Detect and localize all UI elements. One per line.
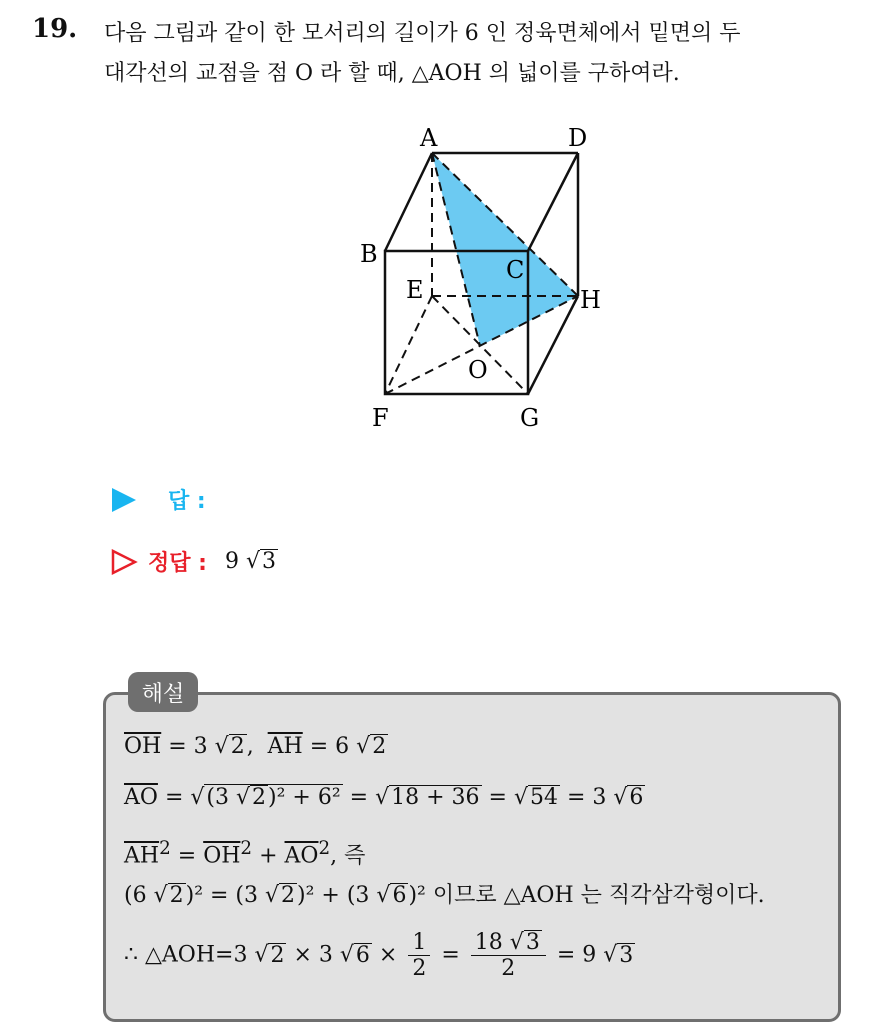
problem-line-1: 다음 그림과 같이 한 모서리의 길이가 6 인 정육면체에서 밑면의 두 — [104, 21, 741, 46]
cube-figure — [340, 118, 620, 438]
correct-answer-value: 9 √3 — [224, 549, 276, 574]
fraction-18root3-over-2: $\frac{18 √3}{2}$ — [471, 930, 546, 981]
label-h: H — [580, 286, 601, 314]
edge-ef — [385, 296, 432, 394]
problem-line-2: 대각선의 교점을 점 O 라 할 때, △AOH 의 넓이를 구하여라. — [104, 61, 680, 86]
label-e: E — [406, 276, 424, 304]
play-triangle-icon — [110, 487, 138, 513]
label-b: B — [360, 240, 378, 268]
label-a: A — [420, 124, 438, 152]
answer-row — [110, 484, 206, 515]
explanation-eq-2: $\overline{AO} = √(3$ √2)² + 6² = √18 + 36 = √54 = 3 √6 — [124, 785, 644, 810]
problem-number: 19. — [32, 14, 78, 44]
correct-answer-label: 정답 : — [148, 551, 207, 576]
edge-ab — [385, 153, 432, 251]
explanation-eq-5: ∴ △AOH=3 √2 × 3 √6 × $\frac{1}{2}$ = $\frac{18 √3}{2}$ = 9 √3 — [124, 930, 634, 981]
fraction-half: $\frac{1}{2}$ — [408, 930, 430, 981]
explanation-eq-3: $\overline{AH}^2 = \overline{OH}^2 + \overline{AO}^2$, 즉 — [124, 838, 366, 869]
explanation-eq-4: (6 √2)² = (3 √2)² + (3 √6)² 이므로 △AOH 는 직각삼각형이다. — [124, 883, 765, 908]
label-c: C — [506, 256, 525, 284]
label-g: G — [520, 404, 540, 432]
answer-label: 답 : — [168, 489, 206, 514]
label-d: D — [568, 124, 588, 152]
correct-answer-row — [110, 546, 278, 577]
label-f: F — [372, 404, 389, 432]
explanation-tag: 해설 — [128, 672, 198, 712]
outline-triangle-icon — [110, 549, 138, 575]
label-o: O — [468, 356, 488, 384]
edge-dc — [528, 153, 578, 251]
explanation-eq-1: $\overline{OH} = 3$ √2, $\overline{AH} = 6$ √2 — [124, 734, 387, 759]
